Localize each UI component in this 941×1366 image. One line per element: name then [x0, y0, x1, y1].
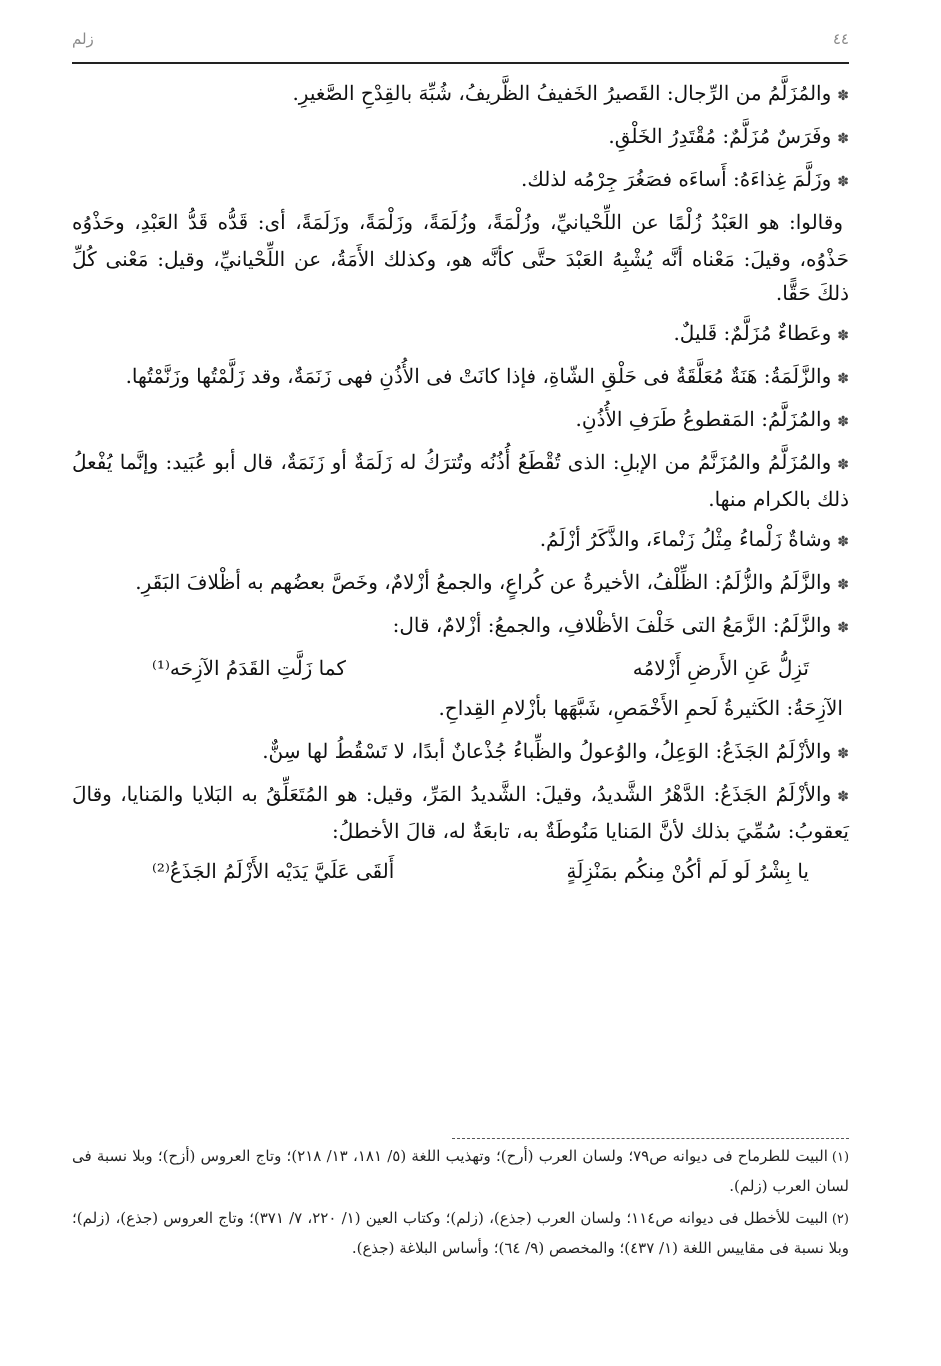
entry-text: الآزِحَةُ: الكَثيرةُ لَحمِ الأَخْمَصِ، شَبَّهَها بأزْلامِ القِداحِ. — [438, 696, 843, 720]
entry-bullet: ✽ — [837, 88, 849, 104]
footnote-mark: (١) — [831, 1150, 850, 1165]
entry-bullet: ✽ — [837, 414, 849, 430]
footnote — [72, 1204, 849, 1262]
entry — [72, 565, 849, 602]
entry — [72, 119, 849, 156]
verse-second-hemistich: أَلقَى عَلَيَّ يَدَيْه الأَزْلَمُ الجَذَعُ⁽²⁾ — [152, 859, 395, 883]
page-number: ٤٤ — [832, 30, 849, 48]
entry-text: والمُزَلَّمُ من الرِّجال: القَصيرُ الخَفيفُ الظَّريفُ، شُبِّهَ بالقِدْحِ الصَّغيرِ. — [292, 81, 832, 105]
footnote-mark: (٢) — [831, 1212, 849, 1227]
entry-bullet: ✽ — [837, 534, 849, 550]
entry-text: والمُزَلَّمُ: المَقطوعُ طَرَفِ الأُذُنِ. — [575, 407, 832, 431]
entry — [72, 777, 849, 848]
entry — [72, 691, 849, 728]
entry-text: وفَرَسٌ مُزَلَّمٌ: مُقْتَدِرُ الخَلْقِ. — [608, 124, 832, 148]
main-text — [72, 76, 849, 894]
entry-bullet: ✽ — [837, 371, 849, 387]
verse-line — [152, 854, 809, 888]
footnote — [72, 1142, 849, 1200]
entry — [72, 162, 849, 199]
footnote-text: البيت للأخطل فى ديوانه ص١١٤؛ ولسان العرب (جذع)، (زلم)؛ وكتاب العين (١/ ٢٢٠، ٧/ ٣٧١)؛ وتاج العروس (جذع)، (زلم)؛ وبلا نسبة فى مقاييس اللغة (١/ ٤٣٧)؛ والمخصص (٩/ ٦٤)؛ وأساس البلاغة (جذع). — [72, 1209, 849, 1257]
verse-line — [152, 651, 809, 685]
entry — [72, 205, 849, 310]
entry — [72, 402, 849, 439]
entry-text: وزَلَّمَ غِذاءَهُ: أَساءَه فصَغُرَ جِرْمُه لذلك. — [521, 167, 832, 191]
footnote-rule — [452, 1138, 849, 1139]
entry-text: والزَّلَمُ: الزَّمَعُ التى خَلْفَ الأظْلافِ، والجمعُ: أزْلامٌ، قال: — [392, 613, 832, 637]
entry — [72, 608, 849, 645]
entry — [72, 734, 849, 771]
entry-bullet: ✽ — [837, 577, 849, 593]
verse-first-hemistich: تَزِلُّ عَنِ الأَرضِ أَزْلامُه — [632, 656, 809, 680]
verse-first-hemistich: يا بِشْرُ لَو لَم أكُنْ مِنكُم بمَنْزِلَةٍ — [566, 859, 809, 883]
page-header — [72, 26, 849, 56]
entry-bullet: ✽ — [837, 131, 849, 147]
entry-text: والأزْلَمُ الجَذَعُ: الوَعِلُ، والوُعولُ والظِّباءُ جُذْعانٌ أبدًا، لا تَسْقُطُ لها سِنٌّ. — [262, 739, 832, 763]
entry-bullet: ✽ — [837, 328, 849, 344]
entry-bullet: ✽ — [837, 457, 849, 473]
entry — [72, 445, 849, 516]
entry — [72, 359, 849, 396]
entry — [72, 76, 849, 113]
entry-text: والمُزَلَّمُ والمُزَنَّمُ من الإبلِ: الذى تُقْطَعُ أُذُنُه وتُترَكُ له زَلَمَةٌ أو زَنَمَةٌ، قال أبو عُبَيد: وإنَّما يُفْعلُ ذلك بالكرام منها. — [72, 450, 849, 511]
entry — [72, 316, 849, 353]
verse-second-hemistich: كما زَلَّتِ القَدَمُ الآزِحَه⁽¹⁾ — [152, 656, 346, 680]
entry-text: والزَّلَمُ والزُّلَمُ: الظِّلْفُ، الأخيرةُ عن كُراعٍ، والجمعُ أزْلامٌ، وخَصَّ بعضُهم به أظْلافَ البَقَرِ. — [135, 570, 832, 594]
entry-text: وشاةٌ زَلْماءُ مِثْلُ زَنْماءَ، والذَّكَرُ أزْلَمُ. — [539, 527, 832, 551]
running-head: زلم — [72, 30, 94, 48]
entry-text: وعَطاءٌ مُزَلَّمٌ: قَليلٌ. — [673, 321, 832, 345]
entry-text: والأزْلَمُ الجَذَعُ: الدَّهْرُ الشَّديدُ، وقيلَ: الشَّديدُ المَرِّ، وقيل: هو المُتَعَلِّقُ به البَلايا والمَنايا، وقالَ يَعقوبُ: سُمِّيَ بذلك لأنَّ المَنايا مَنُوطَةٌ به، تابعَةٌ له، قالَ الأخطلُ: — [72, 782, 849, 843]
entry-bullet: ✽ — [837, 620, 849, 636]
entry-bullet: ✽ — [837, 789, 849, 805]
entry-bullet: ✽ — [837, 746, 849, 762]
entry-text: والزَّلَمَةُ: هَنَةٌ مُعَلَّقَةٌ فى حَلْقِ الشّاةِ، فإذا كانَتْ فى الأُذُنِ فهى زَنَمَةٌ، وقد زَلَّمْتُها وزَنَّمْتُها. — [125, 364, 832, 388]
entry-bullet: ✽ — [837, 174, 849, 190]
footnotes — [72, 1142, 849, 1266]
entry-text: وقالوا: هو العَبْدُ زُلْمًا عن اللِّحْيانيِّ، وزُلْمَةً، وزُلَمَةً، وزَلْمَةً، وزَلَمَةً، أى: قَدُّه قَدُّ العَبْدِ، وحَذْوُه حَذْوُه، وقيلَ: مَعْناه أنَّه يُشْبِهُ العَبْدَ حتَّى كأنَّه هو، وكذلك الأَمَةُ، عن اللِّحْيانيِّ، وقيل: مَعْنى كُلِّ ذلكَ حَقًّا. — [72, 210, 849, 305]
entry — [72, 522, 849, 559]
header-rule — [72, 62, 849, 64]
footnote-text: البيت للطرماح فى ديوانه ص٧٩؛ ولسان العرب (أرح)؛ وتهذيب اللغة (٥/ ١٨١، ١٣/ ٢١٨)؛ وتاج العروس (أزح)؛ وبلا نسبة فى لسان العرب (زلم). — [72, 1147, 849, 1195]
